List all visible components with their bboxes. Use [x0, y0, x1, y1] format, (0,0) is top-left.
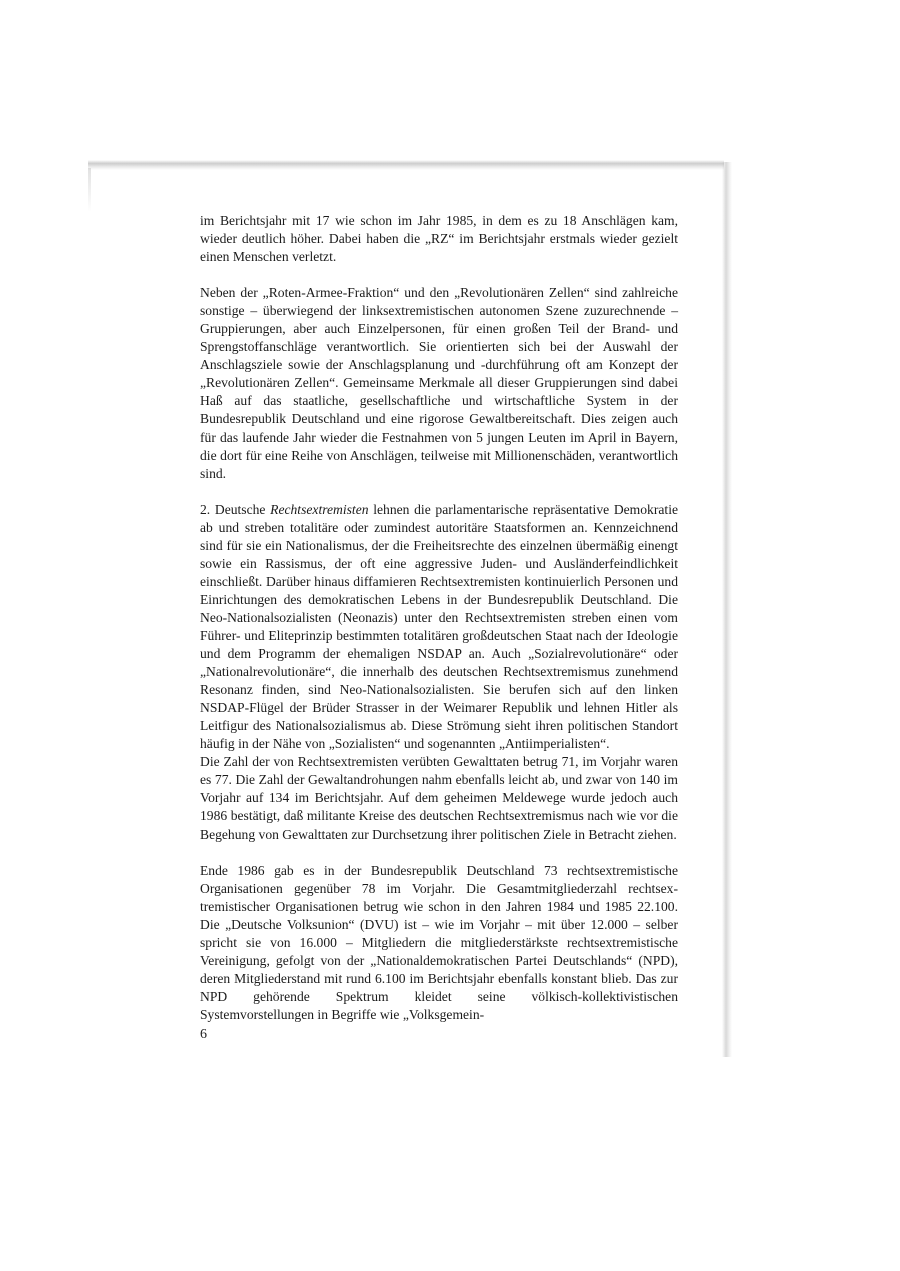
paragraph-3-emphasis: Rechtsextremisten — [270, 501, 369, 517]
paragraph-5: Ende 1986 gab es in der Bundesrepublik Deutschland 73 rechtsextremistische Organisationen gegenüber 78 im Vorjahr. Die Gesamtmitgliederzahl rechtsextremistischer Organisationen betrug wie schon in den Jahren 1984 und 1985 22.100. Die „Deutsche Volksunion“ (DVU) ist – wie im Vorjahr – mit über 12.000 – selber spricht sie von 16.000 – Mitgliedern die mitgliederstärkste rechtsextremistische Vereinigung, gefolgt von der „Nationaldemokratischen Partei Deutschlands“ (NPD), deren Mitgliederstand mit rund 6.100 im Berichtsjahr ebenfalls konstant blieb. Das zur NPD gehörende Spektrum kleidet seine völkisch-kollektivistischen Systemvorstellungen in Begriffe wie „Volksgemein- — [200, 862, 678, 1022]
paragraph-3-text: lehnen die parlamentarische repräsentative Demokratie ab und streben totalitäre oder zumindest autoritäre Staatsformen an. Kennzeichnend sind für sie ein Nationalismus, der die Freiheitsrechte des einzelnen übermäßig einengt sowie ein Rassismus, der oft eine aggressive Juden- und Ausländerfeindlichkeit einschließt. Darüber hinaus diffamieren Rechtsextremisten kontinuierlich Personen und Einrichtungen des demokratischen Lebens in der Bundesrepublik Deutschland. Die Neo-Nationalsozialisten (Neonazis) unter den Rechtsextremisten streben einen vom Führer- und Eliteprinzip bestimmten totalitären großdeutschen Staat nach der Ideologie und dem Programm der ehemaligen NSDAP an. Auch „Sozialrevolutionäre“ oder „Nationalrevolutionäre“, die innerhalb des deutschen Rechtsextremismus zunehmend Resonanz finden, sind Neo-Nationalsozialisten. Sie berufen sich auf den linken NSDAP-Flügel der Brüder Strasser in der Weimarer Republik und lehnen Hitler als Leitfigur des Nationalsozialismus ab. Diese Strömung sieht ihren politischen Standort häufig in der Nähe von „Sozialisten“ und sogenannten „Antiimperialisten“. — [200, 501, 678, 752]
scan-shadow-top — [88, 160, 724, 170]
paragraph-4: Die Zahl der von Rechtsextremisten verübten Gewalttaten betrug 71, im Vorjahr waren es 77. Die Zahl der Gewaltandrohungen nahm ebenfalls leicht ab, und zwar von 140 im Vorjahr auf 134 im Berichtsjahr. Auf dem geheimen Meldewege wurde jedoch auch 1986 bestätigt, daß militante Kreise des deutschen Rechtsextremismus nach wie vor die Begehung von Gewalttaten zur Durchsetzung ihrer politischen Ziele in Betracht ziehen. — [200, 754, 678, 842]
page-number: 6 — [200, 1027, 207, 1042]
scan-shadow-left — [88, 168, 91, 212]
paragraph-1: im Berichtsjahr mit 17 wie schon im Jahr 1985, in dem es zu 18 Anschlägen kam, wieder deutlich höher. Dabei haben die „RZ“ im Berichtsjahr erstmals wieder gezielt einen Menschen verletzt. — [200, 213, 678, 265]
paragraph-3 — [200, 501, 678, 754]
paragraph-2: Neben der „Roten-Armee-Fraktion“ und den „Revolutionären Zellen“ sind zahlreiche sonstige – überwiegend der linksextremistischen autonomen Szene zuzurechnende – Gruppierungen, aber auch Einzelpersonen, für einen großen Teil der Brand- und Sprengstoffanschläge verantwortlich. Sie orientierten sich bei der Auswahl der Anschlagsziele sowie der Anschlagsplanung und -durchführung oft am Konzept der „Revolutionären Zellen“. Gemeinsame Merkmale all dieser Gruppierungen sind dabei Haß auf das staatliche, gesellschaftliche und wirtschaftliche System in der Bundesrepublik Deutschland und eine rigorose Gewaltbereitschaft. Dies zeigen auch für das laufende Jahr wieder die Festnahmen von 5 jungen Leuten im April in Bayern, die dort für eine Reihe von Anschlägen, teilweise mit Millionenschäden, verantwortlich sind. — [200, 285, 678, 481]
paragraph-3-lead: 2. Deutsche — [200, 501, 271, 517]
document-body — [200, 212, 678, 1024]
scan-shadow-right — [722, 162, 732, 1057]
